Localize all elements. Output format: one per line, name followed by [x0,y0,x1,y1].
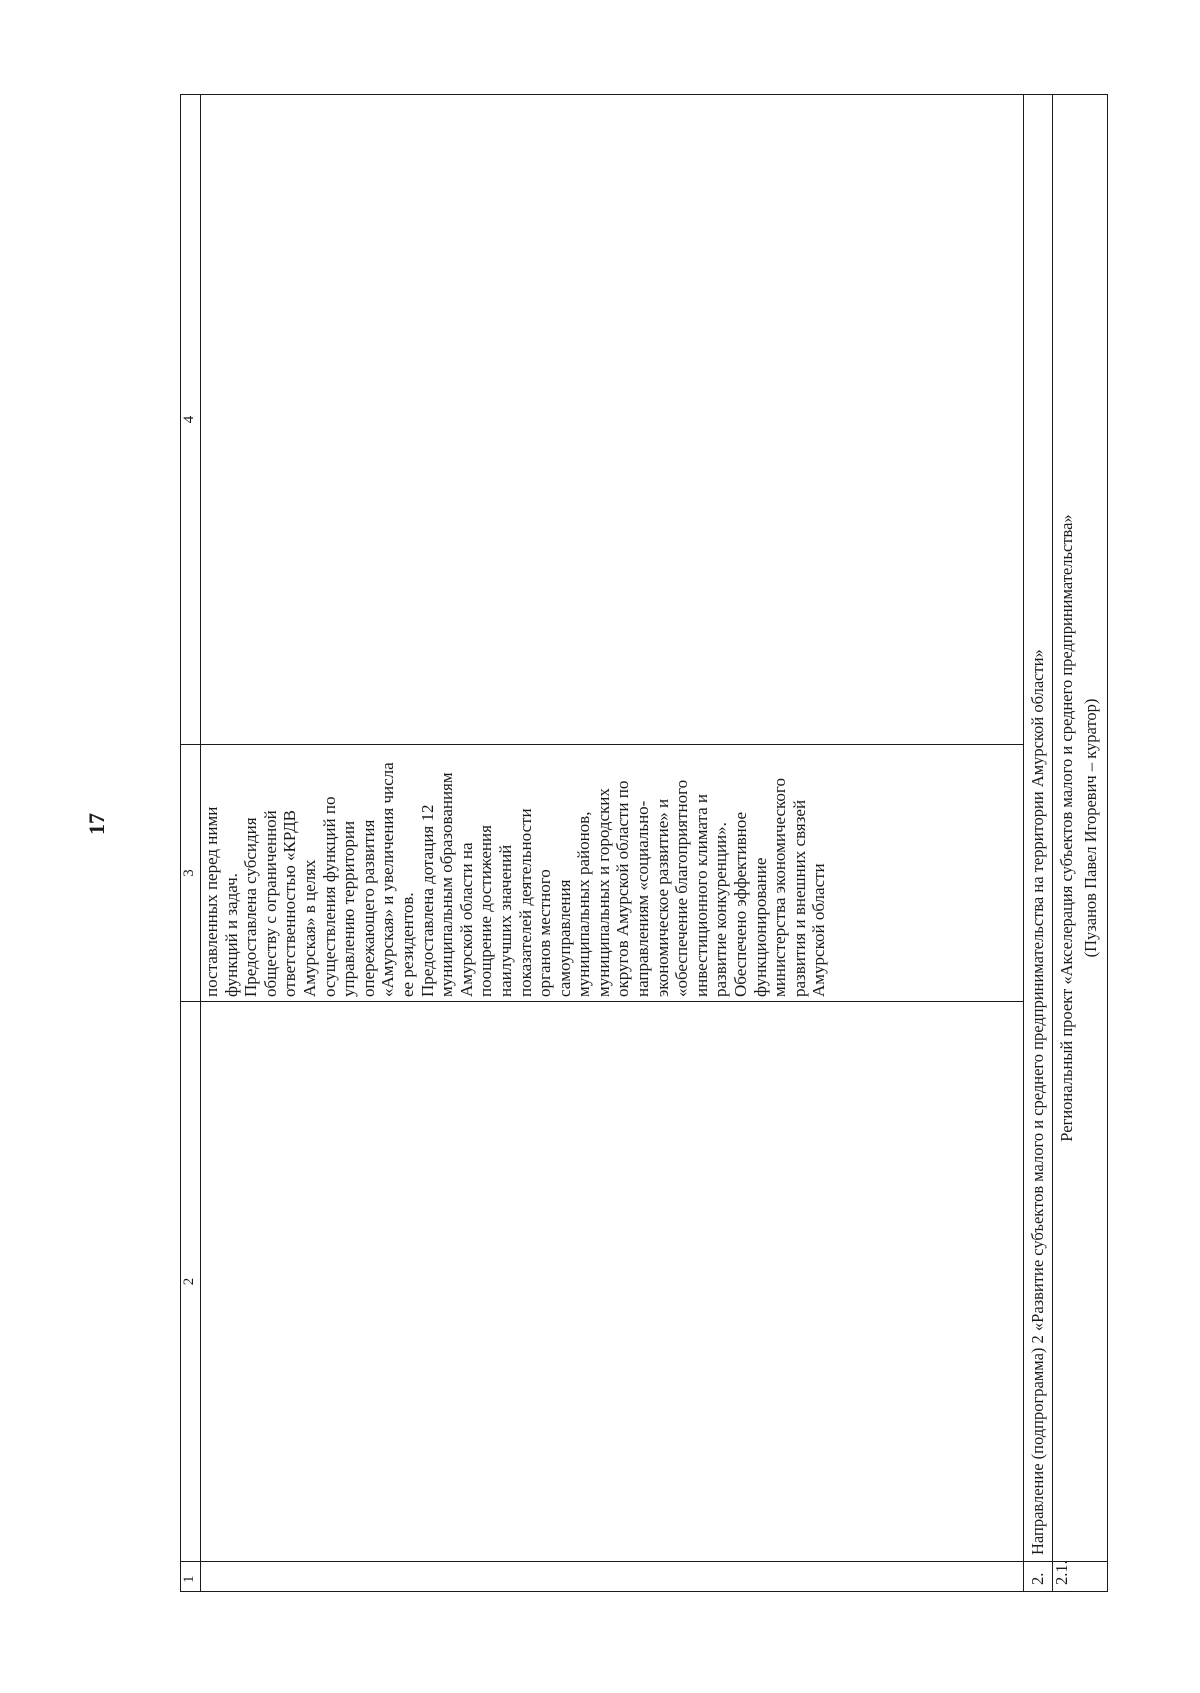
results-text-line: управлению территории [339,820,359,997]
section-row [1024,95,1053,1592]
program-table [180,94,1108,1592]
project-curator-line: (Пузанов Павел Игоревич – куратор) [1081,698,1100,958]
results-text-line: поощрение достижения [476,825,496,997]
results-text-line: направлениям «социально- [633,800,653,997]
section-title: Направление (подпрограмма) 2 «Развитие субъектов малого и среднего предпринимательства на территории Амурской области» [1024,95,1053,1562]
results-text-line: муниципальных и городских [593,788,613,997]
column-header-4: 4 [181,95,201,745]
results-text-line: Предоставлена субсидия [241,817,261,997]
results-text-line: Амурской области на [456,842,476,997]
results-text [202,749,829,997]
results-text-line: самоуправления [554,879,574,997]
cell-results [201,745,1024,1002]
column-header-3: 3 [181,745,201,1002]
cell-name [201,1002,1024,1562]
project-title-line: Региональный проект «Акселерация субъектов малого и среднего предпринимательства» [1057,514,1076,1142]
project-number: 2.1. [1053,1562,1108,1592]
section-number: 2. [1024,1562,1053,1592]
results-text-line: обществу с ограниченной [260,810,280,997]
continuation-row [201,95,1024,1592]
results-text-line: показателей деятельности [515,808,535,997]
results-text-line: округов Амурской области по [613,780,633,997]
cell-number [201,1562,1024,1592]
results-text-line: ее резидентов. [397,892,417,997]
results-text-line: экономическое развитие» и [652,798,672,997]
rotated-table-sheet [180,95,1133,1592]
results-text-line: муниципальным образованиям [437,772,457,997]
column-header-row [181,95,201,1592]
results-text-line: функций и задач. [221,873,241,997]
results-text-line: ответственностью «КРДВ [280,809,300,997]
results-text-line: функционирование [750,857,770,997]
results-text-line: «обеспечение благоприятного [672,779,692,997]
results-text-line: опережающего развития [358,819,378,997]
results-text-line: Амурская» в целях [299,859,319,997]
results-text-line: наилучших значений [495,844,515,997]
results-text-line: министерства экономического [770,778,790,997]
results-text-line: развития и внешних связей [789,799,809,997]
project-row [1053,95,1108,1592]
results-text-line: Обеспечено эффективное [731,812,751,997]
page-number: 17 [84,813,109,835]
results-text-line: поставленных перед ними [202,806,221,997]
results-text-line: развитие конкуренции». [711,822,731,997]
results-text-line: инвестиционного климата и [691,794,711,997]
results-text-line: Предоставлена дотация 12 [417,804,437,997]
results-text-line: органов местного [535,869,555,997]
column-header-1: 1 [181,1562,201,1592]
cell-notes [201,95,1024,745]
results-text-line: муниципальных районов, [574,811,594,997]
results-text-line: Амурской области [809,863,829,997]
column-header-2: 2 [181,1002,201,1562]
results-text-line: осуществления функций по [319,796,339,997]
results-text-line: «Амурская» и увеличения числа [378,762,398,997]
project-title [1053,95,1108,1562]
